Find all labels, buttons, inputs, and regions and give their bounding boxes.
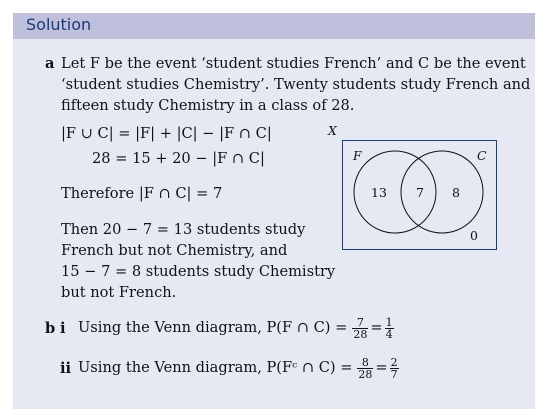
solution-header: [13, 13, 535, 39]
venn-intersection-count: 7: [416, 185, 424, 200]
fraction-1-4: [385, 317, 394, 340]
then-line-2: French but not Chemistry, and: [61, 242, 288, 259]
fraction-denominator: 4: [385, 327, 393, 341]
part-b-i-row: [78, 311, 396, 345]
part-a-line-2: ‘student studies Chemistry’. Twenty students study French and: [61, 76, 531, 93]
fraction-numerator: 7: [352, 317, 368, 329]
venn-only-f-count: 13: [371, 185, 387, 200]
fraction-denominator: 28: [358, 367, 373, 381]
fraction-denominator: 28: [353, 327, 368, 341]
venn-only-c-count: 8: [452, 185, 460, 200]
therefore-statement: Therefore |F ∩ C| = 7: [61, 185, 223, 202]
fraction-2-7: [390, 357, 399, 380]
fraction-denominator: 7: [390, 367, 398, 381]
part-b-ii-label: ii: [60, 360, 72, 377]
fraction-numerator: 8: [357, 357, 373, 369]
then-line-3: 15 − 7 = 8 students study Chemistry: [61, 263, 336, 280]
then-line-1: Then 20 − 7 = 13 students study: [61, 221, 306, 238]
venn-set-f-label: F: [353, 148, 362, 163]
part-b-i-label: i: [60, 320, 66, 337]
part-a-label: a: [45, 55, 55, 72]
fraction-numerator: 2: [390, 355, 398, 369]
fraction-8-28: [357, 357, 373, 380]
part-b-i-text: Using the Venn diagram, P(F ∩ C) =: [78, 319, 348, 336]
fraction-7-28: [352, 317, 368, 340]
fraction-numerator: 1: [385, 315, 393, 329]
part-a-line-1: Let F be the event ‘student studies French’ and C be the event: [61, 55, 526, 72]
venn-neither-count: 0: [470, 228, 478, 243]
part-b-ii-row: [78, 351, 401, 385]
venn-set-c-label: C: [477, 148, 487, 163]
equation-union: |F ∪ C| = |F| + |C| − |F ∩ C|: [61, 125, 272, 142]
equals-sign: =: [375, 359, 388, 376]
part-a-line-3: fifteen study Chemistry in a class of 28.: [61, 97, 355, 114]
equation-substituted: 28 = 15 + 20 − |F ∩ C|: [92, 150, 265, 167]
part-b-label: b: [45, 320, 56, 337]
header-title: Solution: [26, 15, 92, 34]
venn-universe-label: X: [328, 123, 337, 138]
equals-sign: =: [370, 319, 383, 336]
part-b-ii-text: Using the Venn diagram, P(Fᶜ ∩ C) =: [78, 359, 353, 376]
then-line-4: but not French.: [61, 284, 177, 301]
